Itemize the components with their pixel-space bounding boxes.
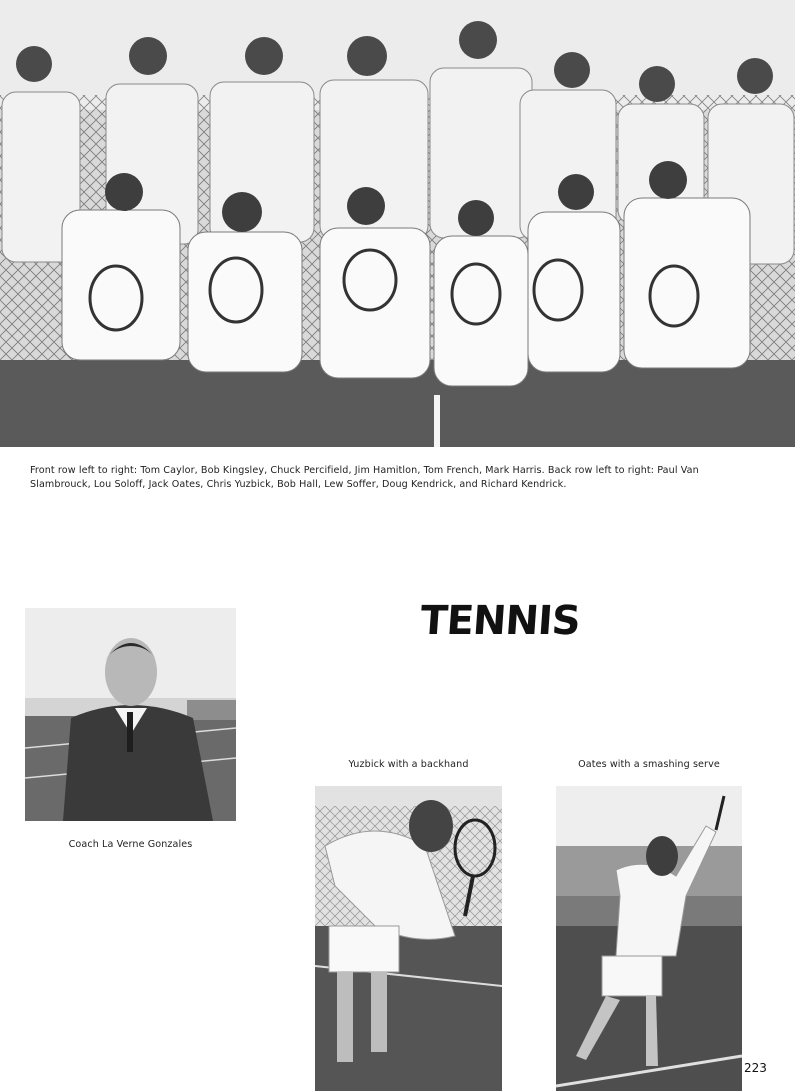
coach-photo-caption: Coach La Verne Gonzales bbox=[68, 839, 193, 850]
coach-photo bbox=[25, 608, 236, 821]
oates-serve-photo bbox=[556, 786, 742, 1091]
yuzbick-photo-caption: Yuzbick with a backhand bbox=[348, 759, 469, 770]
page-number: 223 bbox=[744, 1061, 767, 1075]
team-photo-caption: Front row left to right: Tom Caylor, Bob Kingsley, Chuck Percifield, Jim Hamitlon, Tom French, Mark Harris. Back row left to right: Paul Van Slambrouck, Lou Soloff, Jack Oates, Chris Yuzbick, Bob Hall, Lew Soffer, Doug Kendrick, and Richard Kendrick. bbox=[30, 465, 699, 490]
yuzbick-backhand-photo bbox=[315, 786, 502, 1091]
page-title: TENNIS bbox=[418, 598, 582, 644]
oates-photo-caption: Oates with a smashing serve bbox=[578, 759, 720, 770]
team-photo bbox=[0, 0, 795, 447]
